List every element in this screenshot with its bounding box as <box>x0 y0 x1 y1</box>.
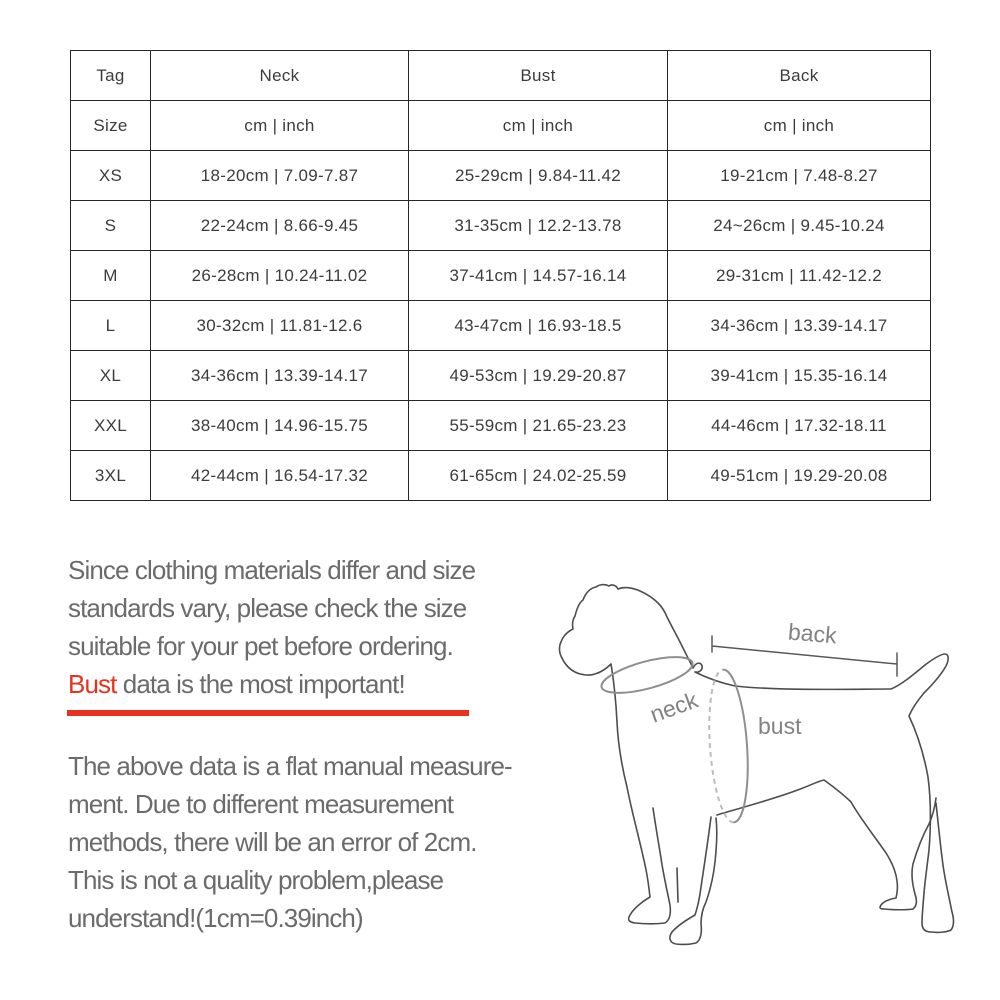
note-line-rest: data is the most important! <box>116 669 405 699</box>
dog-outline-chest <box>560 642 671 924</box>
back-cell: 24~26cm | 9.45-10.24 <box>668 201 931 251</box>
tag-cell: XL <box>71 351 151 401</box>
neck-cell: 34-36cm | 13.39-14.17 <box>151 351 409 401</box>
bust-cell: 37-41cm | 14.57-16.14 <box>409 251 668 301</box>
note-line: standards vary, please check the size <box>68 593 467 623</box>
header-tag: Tag <box>71 51 151 101</box>
neck-cell: 26-28cm | 10.24-11.02 <box>151 251 409 301</box>
bust-cell: 43-47cm | 16.93-18.5 <box>409 301 668 351</box>
neck-cell: 42-44cm | 16.54-17.32 <box>151 451 409 501</box>
unit-cell: cm | inch <box>409 101 668 151</box>
red-underline <box>67 710 469 716</box>
bust-cell: 49-53cm | 19.29-20.87 <box>409 351 668 401</box>
size-table <box>70 50 931 501</box>
tag-cell: XS <box>71 151 151 201</box>
note-line: ment. Due to different measurement <box>68 789 454 819</box>
header-neck: Neck <box>151 51 409 101</box>
table-row <box>71 301 931 351</box>
unit-cell: cm | inch <box>668 101 931 151</box>
note-paragraph-sizing <box>68 551 475 703</box>
back-cell: 19-21cm | 7.48-8.27 <box>668 151 931 201</box>
back-cell: 39-41cm | 15.35-16.14 <box>668 351 931 401</box>
note-line: The above data is a flat manual measure- <box>68 751 512 781</box>
bust-band-dashed <box>705 670 734 824</box>
table-row <box>71 151 931 201</box>
unit-cell: cm | inch <box>151 101 409 151</box>
bust-cell: 61-65cm | 24.02-25.59 <box>409 451 668 501</box>
dog-outline-belly <box>717 780 936 910</box>
dog-outline-leg-inner <box>677 868 678 902</box>
table-subheader-row <box>71 101 931 151</box>
neck-cell: 22-24cm | 8.66-9.45 <box>151 201 409 251</box>
bust-highlight: Bust <box>68 669 117 699</box>
table-row <box>71 401 931 451</box>
note-line: understand!(1cm=0.39inch) <box>68 903 363 933</box>
neck-label: neck <box>646 686 702 728</box>
note-line <box>68 665 475 703</box>
neck-cell: 38-40cm | 14.96-15.75 <box>151 401 409 451</box>
bust-cell: 25-29cm | 9.84-11.42 <box>409 151 668 201</box>
note-line: methods, there will be an error of 2cm. <box>68 827 477 857</box>
back-cell: 34-36cm | 13.39-14.17 <box>668 301 931 351</box>
back-cell: 29-31cm | 11.42-12.2 <box>668 251 931 301</box>
tag-cell: XXL <box>71 401 151 451</box>
bust-cell: 31-35cm | 12.2-13.78 <box>409 201 668 251</box>
note-line: Since clothing materials differ and size <box>68 555 476 585</box>
back-cell: 44-46cm | 17.32-18.11 <box>668 401 931 451</box>
neck-cell: 30-32cm | 11.81-12.6 <box>151 301 409 351</box>
back-label: back <box>787 618 838 649</box>
subheader-size: Size <box>71 101 151 151</box>
tag-cell: L <box>71 301 151 351</box>
bust-band-solid <box>723 668 752 822</box>
tag-cell: M <box>71 251 151 301</box>
header-back: Back <box>668 51 931 101</box>
table-row <box>71 251 931 301</box>
tag-cell: 3XL <box>71 451 151 501</box>
header-bust: Bust <box>409 51 668 101</box>
table-header-row <box>71 51 931 101</box>
bust-cell: 55-59cm | 21.65-23.23 <box>409 401 668 451</box>
note-line: suitable for your pet before ordering. <box>68 631 453 661</box>
note-paragraph-measurement <box>68 747 512 937</box>
tag-cell: S <box>71 201 151 251</box>
bust-label: bust <box>758 713 802 739</box>
neck-cell: 18-20cm | 7.09-7.87 <box>151 151 409 201</box>
dog-outline-back <box>561 585 953 933</box>
table-row <box>71 451 931 501</box>
note-line: This is not a quality problem,please <box>68 865 444 895</box>
back-cell: 49-51cm | 19.29-20.08 <box>668 451 931 501</box>
table-row <box>71 351 931 401</box>
table-row <box>71 201 931 251</box>
dog-measurement-diagram <box>545 575 1000 975</box>
